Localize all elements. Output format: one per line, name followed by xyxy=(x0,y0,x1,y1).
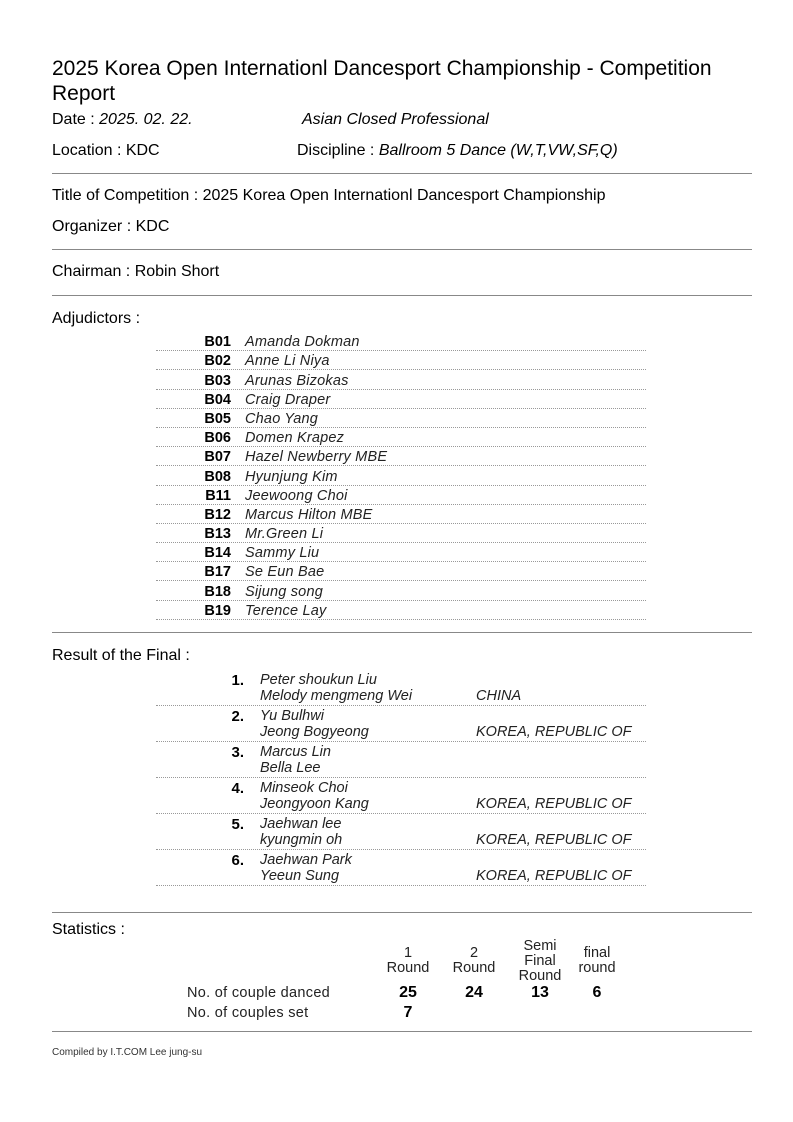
adjudicator-name: Domen Krapez xyxy=(245,430,345,447)
stat-header-line: Round xyxy=(452,960,496,976)
date-row xyxy=(52,111,193,129)
adjudicator-code: B06 xyxy=(204,430,231,447)
chairman: Chairman : Robin Short xyxy=(52,263,220,280)
placement: 6. xyxy=(231,852,244,869)
stat-header-line: round xyxy=(578,960,616,976)
placement: 5. xyxy=(231,816,244,833)
adjudicator-code: B05 xyxy=(204,410,231,427)
adjudicator-name: Mr.Green Li xyxy=(245,526,324,543)
placement: 3. xyxy=(231,744,244,761)
adjudicator-name: Sijung song xyxy=(245,583,323,600)
adjudicator-name: Hyunjung Kim xyxy=(245,468,338,485)
adjudicator-name: Hazel Newberry MBE xyxy=(245,449,388,466)
adjudicator-row xyxy=(156,351,646,370)
couple-man-name: Marcus Lin xyxy=(260,744,331,760)
couple-man-name: Jaehwan Park xyxy=(260,852,352,868)
couple-man-name: Yu Bulhwi xyxy=(260,708,324,724)
adjudicator-code: B18 xyxy=(204,583,231,600)
statistics-label: Statistics : xyxy=(52,921,125,938)
adjudicator-row xyxy=(156,505,646,524)
organizer: Organizer : KDC xyxy=(52,218,170,235)
stat-danced-final: 6 xyxy=(592,984,602,1001)
discipline-label: Discipline : xyxy=(297,142,375,159)
adjudicator-code: B12 xyxy=(204,506,231,523)
stat-danced-round1: 25 xyxy=(399,984,417,1001)
stat-header-line: final xyxy=(583,945,611,961)
couple-country: KOREA, REPUBLIC OF xyxy=(476,724,632,740)
adjudicator-row xyxy=(156,428,646,447)
adjudicator-row xyxy=(156,332,646,351)
final-result-item xyxy=(156,670,646,706)
adjudicator-code: B13 xyxy=(204,526,231,543)
couple-country: CHINA xyxy=(476,688,522,704)
stat-row-danced-label: No. of couple danced xyxy=(187,985,331,1001)
final-result-item xyxy=(156,814,646,850)
couple-man-name: Jaehwan lee xyxy=(260,816,342,832)
stat-header-line: Round xyxy=(518,968,562,984)
adjudicator-row xyxy=(156,466,646,485)
stat-header-line: Round xyxy=(386,960,430,976)
couple-lady-name: Jeongyoon Kang xyxy=(260,796,369,812)
couple-country: KOREA, REPUBLIC OF xyxy=(476,796,632,812)
stat-header-line: Final xyxy=(524,953,556,969)
placement: 2. xyxy=(231,708,244,725)
adjudicator-name: Amanda Dokman xyxy=(245,334,360,351)
adjudicator-code: B01 xyxy=(204,334,231,351)
stat-header-semifinal xyxy=(514,939,566,984)
adjudicator-code: B07 xyxy=(204,449,231,466)
stat-header-round2 xyxy=(448,946,500,976)
final-result-item xyxy=(156,850,646,886)
final-results-list xyxy=(156,670,646,886)
divider xyxy=(52,249,752,250)
final-results-label: Result of the Final : xyxy=(52,647,190,664)
couple-lady-name: Bella Lee xyxy=(260,760,321,776)
couple-country: KOREA, REPUBLIC OF xyxy=(476,868,632,884)
final-result-item xyxy=(156,706,646,742)
stat-danced-semifinal: 13 xyxy=(531,984,549,1001)
couple-lady-name: Jeong Bogyeong xyxy=(260,724,369,740)
couple-man-name: Peter shoukun Liu xyxy=(260,672,377,688)
adjudicator-code: B04 xyxy=(204,391,231,408)
final-result-item xyxy=(156,778,646,814)
adjudicator-name: Sammy Liu xyxy=(245,545,320,562)
stat-danced-round2: 24 xyxy=(465,984,483,1001)
stat-header-line: 2 xyxy=(469,945,479,961)
adjudicator-code: B17 xyxy=(204,564,231,581)
divider xyxy=(52,1031,752,1032)
adjudicator-name: Arunas Bizokas xyxy=(245,372,349,389)
adjudicator-name: Chao Yang xyxy=(245,410,319,427)
placement: 4. xyxy=(231,780,244,797)
report-title: 2025 Korea Open Internationl Dancesport Championship - Competition Report xyxy=(52,57,712,105)
adjudicator-code: B03 xyxy=(204,372,231,389)
couple-country: KOREA, REPUBLIC OF xyxy=(476,832,632,848)
stat-header-line: 1 xyxy=(403,945,413,961)
adjudicator-name: Se Eun Bae xyxy=(245,564,325,581)
divider xyxy=(52,632,752,633)
adjudicator-code: B14 xyxy=(204,545,231,562)
adjudicator-code: B02 xyxy=(204,353,231,370)
adjudicator-row xyxy=(156,486,646,505)
adjudicator-row xyxy=(156,601,646,620)
divider xyxy=(52,912,752,913)
adjudicator-code: B19 xyxy=(204,602,231,619)
adjudicator-row xyxy=(156,524,646,543)
adjudicator-row xyxy=(156,581,646,600)
divider xyxy=(52,295,752,296)
adjudicator-name: Anne Li Niya xyxy=(245,353,330,370)
placement: 1. xyxy=(231,672,244,689)
adjudicator-row xyxy=(156,447,646,466)
adjudicator-name: Jeewoong Choi xyxy=(245,487,348,504)
couple-lady-name: kyungmin oh xyxy=(260,832,343,848)
couple-lady-name: Yeeun Sung xyxy=(260,868,340,884)
adjudicator-list xyxy=(156,332,646,620)
stat-set-round1: 7 xyxy=(403,1004,413,1021)
adjudicator-code: B08 xyxy=(204,468,231,485)
adjudicator-row xyxy=(156,543,646,562)
stat-header-round1 xyxy=(382,946,434,976)
adjudicator-name: Craig Draper xyxy=(245,391,331,408)
date-value: 2025. 02. 22. xyxy=(99,111,193,128)
adjudicator-code: B11 xyxy=(205,487,231,504)
discipline-value: Ballroom 5 Dance (W,T,VW,SF,Q) xyxy=(378,142,618,159)
footer-compiled-by: Compiled by I.T.COM Lee jung-su xyxy=(52,1047,203,1058)
adjudicator-row xyxy=(156,370,646,389)
stat-row-set-label: No. of couples set xyxy=(187,1005,309,1021)
adjudicators-label: Adjudictors : xyxy=(52,310,141,327)
category: Asian Closed Professional xyxy=(302,111,489,128)
divider xyxy=(52,173,752,174)
date-label: Date : xyxy=(52,111,95,128)
adjudicator-row xyxy=(156,409,646,428)
stat-header-final xyxy=(571,946,623,976)
stat-header-line: Semi xyxy=(523,938,557,954)
couple-man-name: Minseok Choi xyxy=(260,780,348,796)
competition-title: Title of Competition : 2025 Korea Open Internationl Dancesport Championship xyxy=(52,187,606,204)
discipline-row xyxy=(297,142,618,160)
adjudicator-name: Marcus Hilton MBE xyxy=(245,506,373,523)
adjudicator-name: Terence Lay xyxy=(245,602,327,619)
location: Location : KDC xyxy=(52,142,160,159)
final-result-item xyxy=(156,742,646,778)
couple-lady-name: Melody mengmeng Wei xyxy=(260,688,413,704)
adjudicator-row xyxy=(156,562,646,581)
adjudicator-row xyxy=(156,390,646,409)
